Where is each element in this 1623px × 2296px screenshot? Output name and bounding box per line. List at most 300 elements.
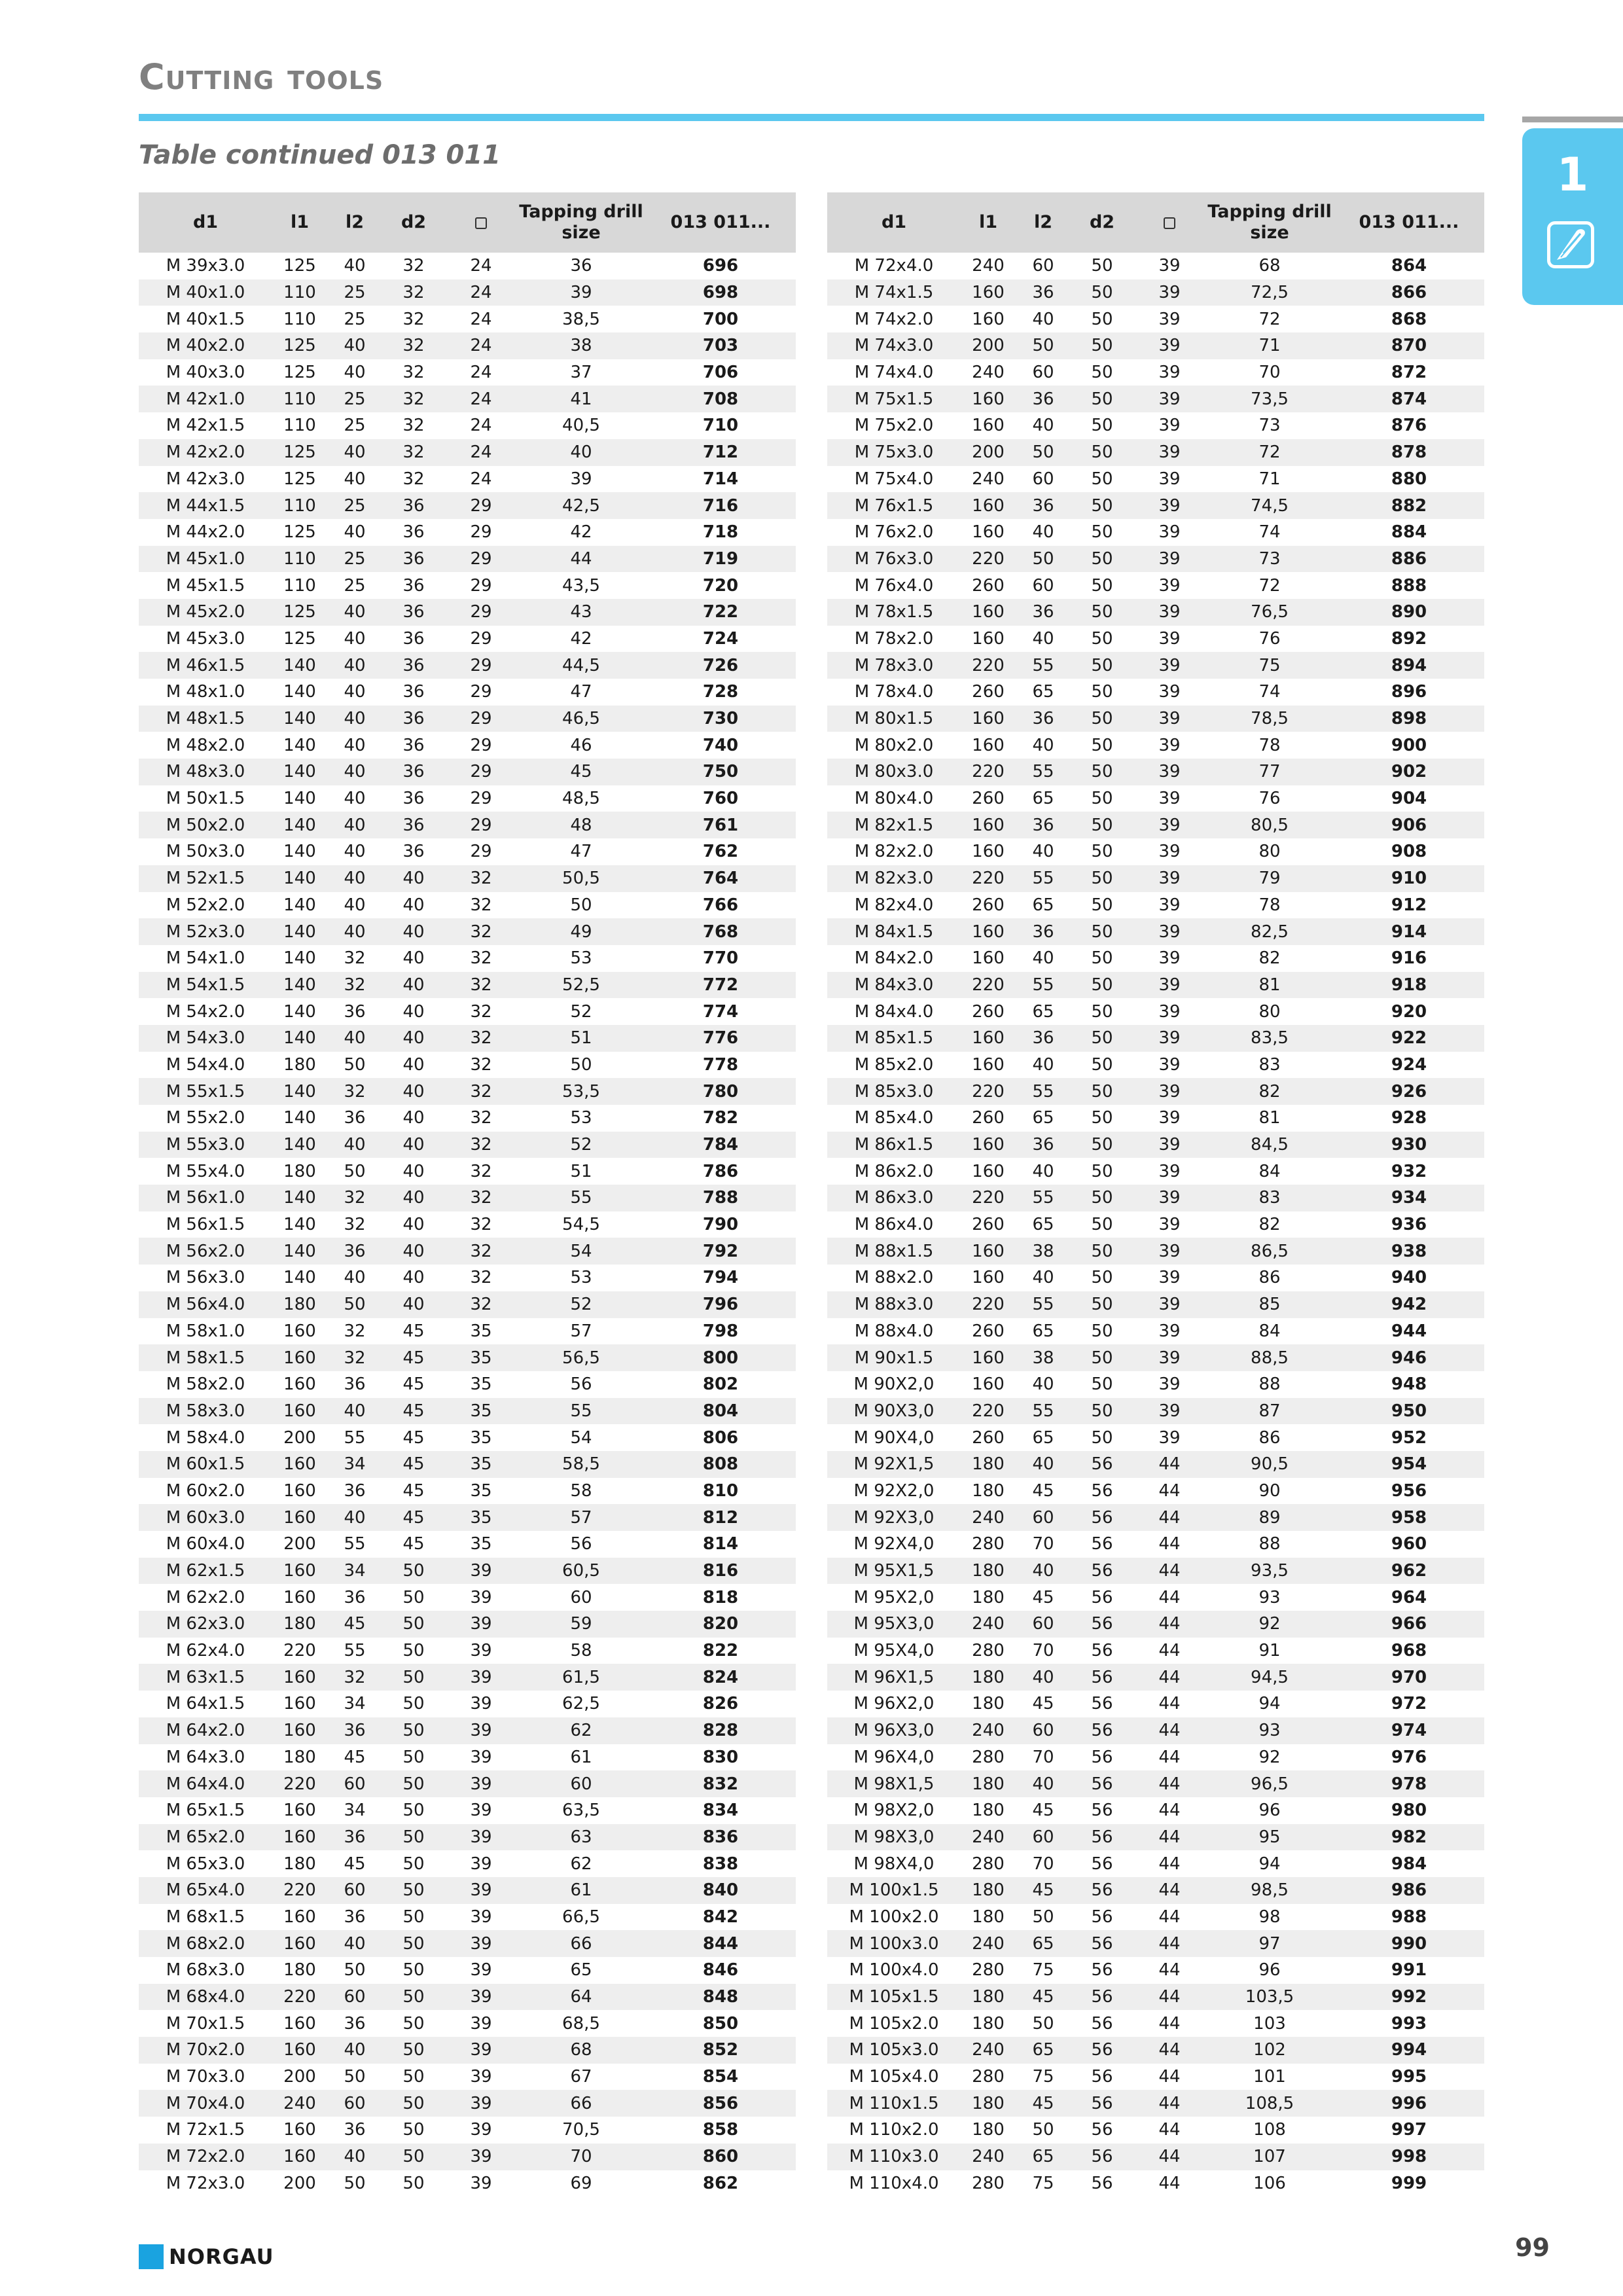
cell-d1: M 74x3.0 [827,332,961,359]
cell-square: 29 [445,652,517,679]
cell-tapping-drill-size: 46,5 [517,706,645,732]
table-header-row [139,192,796,253]
cell-d1: M 85x2.0 [827,1052,961,1079]
cell-l2: 55 [1016,759,1071,785]
cell-d2: 50 [382,2117,445,2144]
cell-l1: 140 [272,998,327,1025]
cell-article-number: 710 [645,412,796,439]
cell-square: 39 [445,1824,517,1851]
cell-d1: M 85x3.0 [827,1078,961,1105]
cell-l2: 36 [327,998,382,1025]
cell-article-number: 714 [645,466,796,493]
cell-square: 39 [1133,1185,1205,1211]
cell-square: 32 [445,865,517,892]
cell-l1: 240 [961,359,1016,386]
header-d1: d1 [827,192,961,253]
table-row [827,1877,1484,1904]
cell-article-number: 860 [645,2144,796,2170]
cell-l1: 125 [272,439,327,466]
cell-l1: 180 [272,1158,327,1185]
table-row [827,1957,1484,1984]
cell-square: 39 [1133,546,1205,573]
cell-article-number: 988 [1334,1904,1484,1931]
cell-article-number: 724 [645,626,796,653]
cell-l2: 40 [327,892,382,919]
cell-article-number: 770 [645,945,796,972]
cell-square: 35 [445,1318,517,1345]
cell-l1: 160 [961,386,1016,412]
cell-square: 39 [1133,359,1205,386]
cell-article-number: 858 [645,2117,796,2144]
cell-article-number: 760 [645,785,796,812]
table-row [139,1185,796,1211]
cell-square: 32 [445,1211,517,1238]
cell-square: 32 [445,972,517,999]
table-row [139,332,796,359]
cell-d2: 50 [382,1558,445,1585]
table-row [139,1211,796,1238]
cell-d1: M 78x2.0 [827,626,961,653]
cell-d1: M 45x3.0 [139,626,272,653]
cell-d1: M 90x1.5 [827,1344,961,1371]
cell-d2: 50 [1071,892,1133,919]
cell-tapping-drill-size: 56,5 [517,1344,645,1371]
cell-square: 39 [445,1584,517,1611]
cell-d2: 50 [1071,572,1133,599]
cell-d2: 56 [1071,2090,1133,2117]
cell-square: 35 [445,1451,517,1478]
table-row [827,1930,1484,1957]
cell-l1: 200 [272,2170,327,2197]
cell-l1: 180 [961,1558,1016,1585]
cell-square: 35 [445,1504,517,1531]
cell-tapping-drill-size: 66,5 [517,1904,645,1931]
cell-square: 39 [1133,306,1205,332]
cell-d1: M 92X1,5 [827,1451,961,1478]
header-d1: d1 [139,192,272,253]
cell-d2: 40 [382,1211,445,1238]
cell-d2: 40 [382,1052,445,1079]
cell-d1: M 75x1.5 [827,386,961,412]
cell-l1: 160 [961,1132,1016,1158]
cell-square: 39 [1133,492,1205,519]
cell-l2: 40 [327,1025,382,1052]
section-tab[interactable] [1522,128,1623,305]
cell-tapping-drill-size: 103,5 [1205,1984,1334,2011]
cell-d2: 40 [382,1158,445,1185]
cell-square: 29 [445,812,517,838]
cell-d1: M 86x3.0 [827,1185,961,1211]
cell-square: 39 [1133,1025,1205,1052]
cell-tapping-drill-size: 102 [1205,2037,1334,2064]
cell-square: 44 [1133,1957,1205,1984]
table-row [827,1531,1484,1558]
cell-article-number: 764 [645,865,796,892]
cell-square: 39 [1133,652,1205,679]
cell-d2: 50 [1071,1052,1133,1079]
cell-d1: M 75x3.0 [827,439,961,466]
cell-l2: 40 [327,332,382,359]
cell-d2: 50 [1071,279,1133,306]
cell-l1: 220 [272,1877,327,1904]
cell-d2: 50 [382,2064,445,2090]
cell-tapping-drill-size: 88 [1205,1371,1334,1398]
cell-square: 39 [445,1904,517,1931]
side-rule [1522,117,1623,122]
cell-square: 39 [1133,519,1205,546]
cell-square: 44 [1133,1531,1205,1558]
cell-l2: 40 [327,785,382,812]
cell-d1: M 100x4.0 [827,1957,961,1984]
cell-square: 39 [1133,599,1205,626]
cell-article-number: 980 [1334,1797,1484,1824]
cell-d2: 50 [1071,1318,1133,1345]
cell-d1: M 105x3.0 [827,2037,961,2064]
brand-name: NORGAU [169,2244,274,2269]
cell-l1: 160 [272,2144,327,2170]
cell-l1: 160 [272,1344,327,1371]
cell-tapping-drill-size: 82 [1205,1078,1334,1105]
cell-d1: M 56x2.0 [139,1238,272,1265]
table-row [827,1664,1484,1691]
cell-d2: 36 [382,572,445,599]
header-square-icon [1133,192,1205,253]
cell-l2: 60 [1016,572,1071,599]
table-row [139,1238,796,1265]
cell-tapping-drill-size: 45 [517,759,645,785]
cell-tapping-drill-size: 61 [517,1744,645,1771]
cell-tapping-drill-size: 85 [1205,1291,1334,1318]
cell-tapping-drill-size: 61,5 [517,1664,645,1691]
cell-l1: 125 [272,626,327,653]
cell-d2: 56 [1071,1957,1133,1984]
cell-article-number: 862 [645,2170,796,2197]
cell-l1: 160 [272,2010,327,2037]
cell-d1: M 96X2,0 [827,1691,961,1717]
cell-l1: 160 [272,1824,327,1851]
cell-l2: 45 [327,1611,382,1638]
cell-l2: 75 [1016,2064,1071,2090]
cell-l2: 32 [327,1211,382,1238]
cell-tapping-drill-size: 41 [517,386,645,412]
cell-d1: M 84x4.0 [827,998,961,1025]
table-header-row [827,192,1484,253]
cell-l1: 240 [961,466,1016,493]
cell-tapping-drill-size: 94,5 [1205,1664,1334,1691]
cell-d1: M 42x2.0 [139,439,272,466]
cell-l1: 140 [272,706,327,732]
cell-l2: 45 [327,1744,382,1771]
cell-d1: M 54x2.0 [139,998,272,1025]
cell-article-number: 994 [1334,2037,1484,2064]
cell-d2: 56 [1071,1877,1133,1904]
cell-l2: 65 [1016,785,1071,812]
cell-d2: 50 [382,1584,445,1611]
cell-d1: M 55x1.5 [139,1078,272,1105]
cell-tapping-drill-size: 90,5 [1205,1451,1334,1478]
cell-d1: M 95X4,0 [827,1638,961,1664]
cell-l2: 32 [327,945,382,972]
cell-article-number: 995 [1334,2064,1484,2090]
table-row [139,1664,796,1691]
cell-square: 24 [445,253,517,279]
table-row [827,1770,1484,1797]
cell-d1: M 92X2,0 [827,1478,961,1505]
cell-tapping-drill-size: 78,5 [1205,706,1334,732]
table-row [139,1984,796,2011]
cell-d2: 50 [1071,1291,1133,1318]
cell-article-number: 984 [1334,1850,1484,1877]
cell-article-number: 900 [1334,732,1484,759]
cell-l1: 140 [272,1265,327,1291]
cell-l2: 36 [1016,1132,1071,1158]
table-row [827,1824,1484,1851]
table-row [827,2090,1484,2117]
cell-d1: M 76x2.0 [827,519,961,546]
cell-tapping-drill-size: 84 [1205,1318,1334,1345]
cell-square: 32 [445,1078,517,1105]
cell-tapping-drill-size: 96,5 [1205,1770,1334,1797]
cell-d1: M 39x3.0 [139,253,272,279]
cell-l1: 140 [272,918,327,945]
cell-article-number: 894 [1334,652,1484,679]
cell-square: 44 [1133,2117,1205,2144]
cell-square: 39 [445,1744,517,1771]
table-row [827,359,1484,386]
cell-l1: 160 [961,1344,1016,1371]
cell-tapping-drill-size: 76,5 [1205,599,1334,626]
cell-l2: 38 [1016,1238,1071,1265]
cell-l2: 40 [327,1398,382,1425]
cell-l2: 36 [1016,918,1071,945]
cell-tapping-drill-size: 80 [1205,838,1334,865]
cell-l2: 60 [1016,1824,1071,1851]
cell-tapping-drill-size: 53 [517,945,645,972]
table-row [827,1052,1484,1079]
cell-d2: 45 [382,1424,445,1451]
table-row [139,2037,796,2064]
table-row [139,626,796,653]
cell-d1: M 95X1,5 [827,1558,961,1585]
cell-d2: 36 [382,546,445,573]
cell-square: 44 [1133,1904,1205,1931]
cell-article-number: 902 [1334,759,1484,785]
cell-article-number: 946 [1334,1344,1484,1371]
cell-l2: 60 [327,2090,382,2117]
table-row [139,2170,796,2197]
cell-l2: 40 [1016,1371,1071,1398]
cell-d1: M 65x4.0 [139,1877,272,1904]
cell-l2: 45 [1016,2090,1071,2117]
cell-article-number: 840 [645,1877,796,1904]
header-l1: l1 [272,192,327,253]
cell-tapping-drill-size: 80,5 [1205,812,1334,838]
table-row [139,1052,796,1079]
cell-l1: 200 [961,439,1016,466]
cell-l1: 180 [961,1584,1016,1611]
cell-tapping-drill-size: 72 [1205,572,1334,599]
cell-l1: 140 [272,838,327,865]
cell-l2: 25 [327,279,382,306]
cell-d2: 50 [382,1717,445,1744]
cell-d2: 45 [382,1478,445,1505]
cell-tapping-drill-size: 40 [517,439,645,466]
cell-tapping-drill-size: 108 [1205,2117,1334,2144]
cell-d2: 56 [1071,2144,1133,2170]
cell-square: 29 [445,785,517,812]
cell-tapping-drill-size: 67 [517,2064,645,2090]
table-row [827,1797,1484,1824]
cell-tapping-drill-size: 64 [517,1984,645,2011]
cell-d1: M 98X2,0 [827,1797,961,1824]
cell-l2: 50 [327,1158,382,1185]
cell-square: 39 [1133,279,1205,306]
cell-l1: 220 [961,1078,1016,1105]
cell-l1: 125 [272,359,327,386]
table-row [827,892,1484,919]
cell-l1: 160 [272,1451,327,1478]
cell-tapping-drill-size: 78 [1205,892,1334,919]
cell-l2: 40 [1016,519,1071,546]
cell-d1: M 54x4.0 [139,1052,272,1079]
cell-tapping-drill-size: 68 [1205,253,1334,279]
table-row [139,1904,796,1931]
cell-article-number: 922 [1334,1025,1484,1052]
cell-d2: 36 [382,759,445,785]
cell-d2: 50 [1071,838,1133,865]
cell-l2: 60 [1016,1717,1071,1744]
cell-article-number: 930 [1334,1132,1484,1158]
table-row [139,1371,796,1398]
cell-l2: 55 [1016,652,1071,679]
cell-tapping-drill-size: 49 [517,918,645,945]
cell-d1: M 86x4.0 [827,1211,961,1238]
table-row [139,1291,796,1318]
cell-article-number: 786 [645,1158,796,1185]
cell-square: 29 [445,759,517,785]
cell-article-number: 880 [1334,466,1484,493]
cell-l1: 220 [961,972,1016,999]
cell-l1: 160 [961,412,1016,439]
cell-l1: 160 [272,1558,327,1585]
cell-tapping-drill-size: 108,5 [1205,2090,1334,2117]
cell-d2: 50 [1071,732,1133,759]
cell-square: 39 [1133,1344,1205,1371]
cell-tapping-drill-size: 90 [1205,1478,1334,1505]
cell-tapping-drill-size: 77 [1205,759,1334,785]
cell-d1: M 80x1.5 [827,706,961,732]
cell-square: 35 [445,1531,517,1558]
cell-d1: M 65x3.0 [139,1850,272,1877]
cell-l1: 180 [272,1744,327,1771]
cell-l1: 200 [272,2064,327,2090]
table-row [827,1424,1484,1451]
cell-d2: 50 [382,1611,445,1638]
cell-l1: 260 [961,998,1016,1025]
cell-d1: M 76x3.0 [827,546,961,573]
cell-l1: 280 [961,1957,1016,1984]
cell-l2: 36 [327,1478,382,1505]
cell-l1: 280 [961,1850,1016,1877]
cell-d2: 56 [1071,1797,1133,1824]
cell-l2: 65 [1016,1105,1071,1132]
table-row [827,1451,1484,1478]
cell-d2: 40 [382,918,445,945]
cell-tapping-drill-size: 47 [517,679,645,706]
cell-d1: M 63x1.5 [139,1664,272,1691]
cell-l1: 180 [961,1877,1016,1904]
cell-d1: M 80x4.0 [827,785,961,812]
cell-d2: 50 [1071,812,1133,838]
cell-article-number: 838 [645,1850,796,1877]
table-row [827,1558,1484,1585]
cell-tapping-drill-size: 72 [1205,439,1334,466]
cell-l2: 25 [327,492,382,519]
cell-square: 39 [1133,386,1205,412]
cell-tapping-drill-size: 68 [517,2037,645,2064]
cell-square: 44 [1133,1584,1205,1611]
header-l1: l1 [961,192,1016,253]
cell-d1: M 95X3,0 [827,1611,961,1638]
cell-article-number: 926 [1334,1078,1484,1105]
cell-d2: 40 [382,1078,445,1105]
table-row [139,1531,796,1558]
cell-article-number: 774 [645,998,796,1025]
cell-l1: 140 [272,652,327,679]
cell-tapping-drill-size: 53 [517,1265,645,1291]
cell-d2: 50 [1071,1424,1133,1451]
cell-l2: 65 [1016,998,1071,1025]
cell-square: 39 [1133,812,1205,838]
cell-d2: 32 [382,253,445,279]
cell-l2: 55 [1016,972,1071,999]
cell-square: 32 [445,1105,517,1132]
cell-l1: 160 [272,1664,327,1691]
cell-square: 44 [1133,1770,1205,1797]
cell-l2: 50 [327,2170,382,2197]
cell-tapping-drill-size: 106 [1205,2170,1334,2197]
cell-d2: 56 [1071,2064,1133,2090]
cell-d1: M 45x2.0 [139,599,272,626]
cell-tapping-drill-size: 70,5 [517,2117,645,2144]
cell-tapping-drill-size: 80 [1205,998,1334,1025]
cell-square: 39 [445,2144,517,2170]
table-row [139,279,796,306]
cell-square: 39 [445,1558,517,1585]
cell-d1: M 100x1.5 [827,1877,961,1904]
cell-square: 29 [445,626,517,653]
cell-l2: 50 [1016,1904,1071,1931]
cell-article-number: 886 [1334,546,1484,573]
table-row [139,599,796,626]
cell-d1: M 62x3.0 [139,1611,272,1638]
cell-tapping-drill-size: 43 [517,599,645,626]
cell-l1: 160 [961,918,1016,945]
cell-d2: 50 [1071,1398,1133,1425]
cell-d2: 50 [1071,1132,1133,1158]
cell-l1: 140 [272,812,327,838]
cell-l2: 65 [1016,892,1071,919]
cell-l2: 40 [1016,838,1071,865]
cell-article-number: 948 [1334,1371,1484,1398]
cell-square: 39 [1133,945,1205,972]
table-row [827,1078,1484,1105]
cell-d1: M 85x4.0 [827,1105,961,1132]
table-row [827,1398,1484,1425]
cell-l2: 40 [327,732,382,759]
cell-l1: 180 [272,1052,327,1079]
cell-article-number: 924 [1334,1052,1484,1079]
